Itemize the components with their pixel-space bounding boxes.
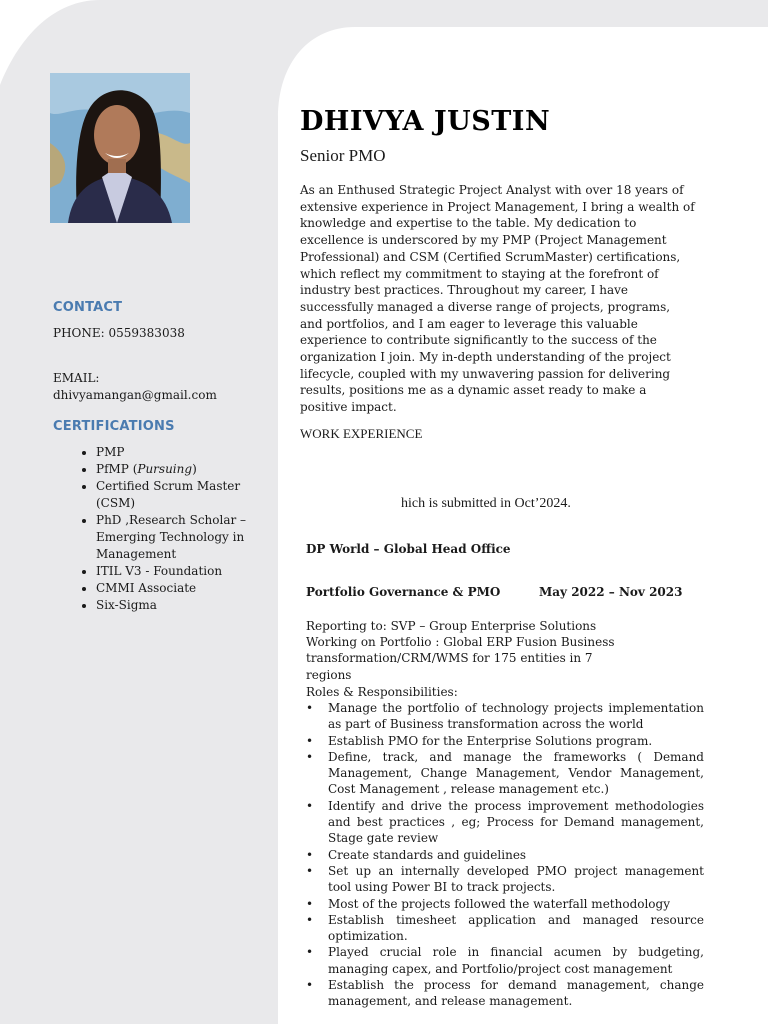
responsibility-item: • Most of the projects followed the waterfall methodology bbox=[306, 896, 704, 912]
profile-summary: As an Enthused Strategic Project Analyst with over 18 years of extensive experience in Project Management, I bring a wealth of knowledge and expertise to the table. My dedication to excellence is underscored by my PMP (Project Management Professional) and CSM (Certified ScrumMaster) certifications, which reflect my commitment to staying at the forefront of industry best practices. Throughout my career, I have successfully managed a diverse range of projects, programs, and portfolios, and I am eager to leverage this valuable experience to contribute significantly to the success of the organization I join. My in-depth understanding of the project lifecycle, coupled with my unwavering passion for delivering results, positions me as a dynamic asset ready to make a positive impact. bbox=[300, 183, 695, 415]
certification-item: • PMP bbox=[96, 444, 276, 461]
certifications-heading: CERTIFICATIONS bbox=[53, 419, 175, 434]
responsibility-item: • Played crucial role in financial acumen by budgeting, managing capex, and Portfolio/project cost management bbox=[306, 944, 704, 977]
role-dates: May 2022 – Nov 2023 bbox=[539, 585, 683, 599]
responsibilities-list bbox=[306, 700, 704, 1010]
certification-item: • ITIL V3 - Foundation bbox=[96, 563, 276, 580]
text-fragment: hich is submitted in Oct’2024. bbox=[401, 496, 571, 511]
person-name: DHIVYA JUSTIN bbox=[300, 106, 551, 137]
responsibility-item: • Create standards and guidelines bbox=[306, 847, 704, 863]
email-label: EMAIL: bbox=[53, 371, 100, 385]
reporting-line: Reporting to: SVP – Group Enterprise Solutions bbox=[306, 619, 597, 633]
phone-number: PHONE: 0559383038 bbox=[53, 326, 185, 340]
certification-item: • Certified Scrum Master (CSM) bbox=[96, 478, 276, 512]
responsibility-item: • Establish the process for demand management, change management, and release management. bbox=[306, 977, 704, 1010]
job-title: Senior PMO bbox=[300, 146, 386, 165]
certification-item: • PhD ,Research Scholar – Emerging Technology in Management bbox=[96, 512, 276, 563]
responsibility-item: • Establish PMO for the Enterprise Solutions program. bbox=[306, 733, 704, 749]
work-experience-heading: WORK EXPERIENCE bbox=[300, 426, 423, 441]
certification-item: • Six-Sigma bbox=[96, 597, 276, 614]
role-title: Portfolio Governance & PMO bbox=[306, 585, 501, 599]
responsibility-item: • Define, track, and manage the frameworks ( Demand Management, Change Management, Vendor Management, Cost Management , release management etc.) bbox=[306, 749, 704, 798]
portfolio-description: Working on Portfolio : Global ERP Fusion Business transformation/CRM/WMS for 175 entities in 7 regions bbox=[306, 635, 615, 682]
certifications-list bbox=[78, 444, 276, 614]
company-name: DP World – Global Head Office bbox=[306, 542, 511, 556]
contact-heading: CONTACT bbox=[53, 300, 123, 315]
roles-label: Roles & Responsibilities: bbox=[306, 685, 458, 699]
profile-photo bbox=[50, 73, 190, 223]
responsibility-item: • Set up an internally developed PMO project management tool using Power BI to track projects. bbox=[306, 863, 704, 896]
responsibility-item: • Establish timesheet application and managed resource optimization. bbox=[306, 912, 704, 945]
certification-item: • PfMP (Pursuing) bbox=[96, 461, 276, 478]
responsibility-item: • Manage the portfolio of technology projects implementation as part of Business transformation across the world bbox=[306, 700, 704, 733]
certification-item: • CMMI Associate bbox=[96, 580, 276, 597]
responsibility-item: • Identify and drive the process improvement methodologies and best practices , eg; Process for Demand management, Stage gate review bbox=[306, 798, 704, 847]
email-address: dhivyamangan@gmail.com bbox=[53, 388, 217, 402]
